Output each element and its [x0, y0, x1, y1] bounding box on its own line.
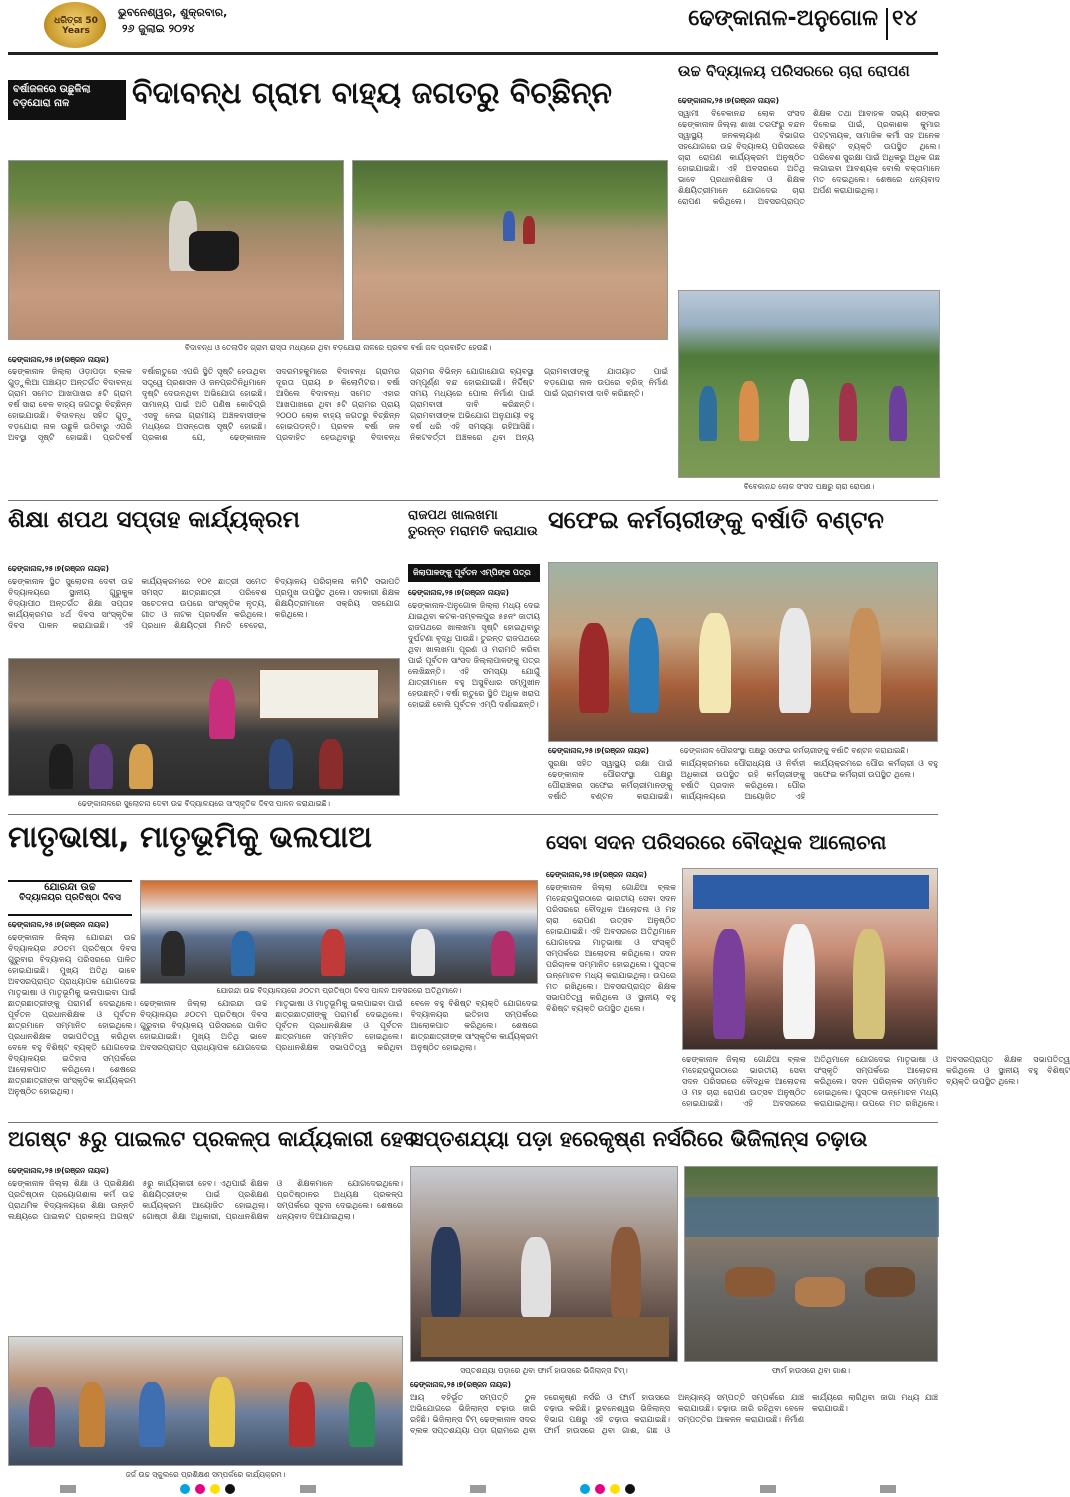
grey-bar-3 — [470, 1485, 486, 1493]
cow-figure-3 — [865, 1267, 915, 1297]
story3-photo-cultural — [8, 658, 400, 796]
story9-body: ଆୟ ବହିର୍ଭୂତ ସମ୍ପତ୍ତି ଠୁଳ ଅଭିଯୋଗରେ ଭିଜିଲାନ୍ସ ଚଢ଼ାଉ ଜାରି ରହିଛି। ଭିଜିଲାନ୍ସ ଟିମ୍ ଢେଙ୍କାନାଳ ସଦର ବ୍ଲକ ସପ୍ତଶଯ୍ୟା ପଡ଼ା ଗ୍ରାମରେ ଥିବା ହରେକୃଷ୍ଣ ନର୍ସରି ଓ ଫାର୍ମ ହାଉସରେ ଚଢ଼ାଉ କରିଛି। ଭୁବନେଶ୍ୱର ଭିଜିଲାନ୍ସ ବିଭାଗ ପକ୍ଷରୁ ଏହି ଚଢ଼ାଉ କରାଯାଇଛି। ଫାର୍ମ ହାଉସରେ ଥିବା ଗାଈ, ଗଛ ଓ ଅନ୍ୟାନ୍ୟ ସମ୍ପତ୍ତି ସମ୍ପର୍କରେ ଯାଞ୍ଚ କରାଯାଉଛି। ଚଢ଼ାଉ ଜାରି ରହିଥିବା ବେଳେ ସମ୍ପତ୍ତିର ଆକଳନ କରାଯାଉଛି। ନିର୍ମାଣ କାର୍ଯ୍ୟରେ ଲାଗିଥିବା ଜାଗା ମଧ୍ୟ ଯାଞ୍ଚ କରାଯାଉଛି। — [410, 1393, 938, 1435]
story4-kicker: ଜିଲାପାଳଙ୍କୁ ପୂର୍ବତନ ଏମ୍‌ପିଙ୍କ ପତ୍ର — [408, 564, 540, 582]
speaker-figure-2 — [783, 924, 815, 1039]
story1-dateline: ଢେଙ୍କାନାଳ,୨୫।୭(ରଞ୍ଜନ ନାୟକ) — [8, 355, 110, 364]
trainee-figure-5 — [289, 1382, 315, 1447]
masthead-date-line-1: ଭୁବନେଶ୍ୱର, ଶୁକ୍ରବାର, — [118, 6, 228, 19]
trainee-figure-2 — [79, 1382, 105, 1447]
officer-figure-1 — [431, 1227, 461, 1317]
section-title: ଢେଙ୍କାନାଳ-ଅନୁଗୋଳ — [688, 6, 878, 31]
group-figure-2 — [739, 381, 759, 441]
guest-figure-4 — [411, 929, 435, 976]
story1-body: ଢେଙ୍କାନାଳ ଜିଲ୍ଲା ଓଡ଼ାପଡ଼ା ବ୍ଲକ ଗୁଡ଼ୁଲିଆ ପଞ୍ଚାୟତ ଅନ୍ତର୍ଗତ ବିଦାବନ୍ଧ ଗ୍ରାମ ସମେତ ଆଖପାଖର ୫ଟି ଗ୍ରାମ ବର୍ଷ ସାରା ବେଳ ବାହ୍ୟ ଜଗତରୁ ବିଚ୍ଛିନ୍ନ ହୋଇଯାଉଛି। ବିଦାବନ୍ଧ ସହିତ ଗୁଡ଼ୁ ବଡ଼ଯୋରା ନାଳ ଉଛୁଳି ଉଠିବାରୁ ଏପରି ଅବସ୍ଥା ସୃଷ୍ଟି ହୋଇଛି। ପ୍ରତିବର୍ଷ ବର୍ଷାଋତୁରେ ଏପରି ସ୍ଥିତି ସୃଷ୍ଟି ହେଉଥିବା ସତ୍ତ୍ୱେ ପ୍ରଶାସନ ଓ ଜନପ୍ରତିନିଧିମାନେ ଦୃଷ୍ଟି ଦେଉନଥିବା ଅଭିଯୋଗ ହୋଇଛି। ସାମାନ୍ୟ ପାଇଁ ଅତି ପଣିଷ କୋଚିପ୍ରି ଏସବୁ ନେଇ ଗ୍ରାମୀୟ ଅଞ୍ଚଳବାସୀଙ୍କ ମଧ୍ୟରେ ଅସନ୍ତୋଷ ସୃଷ୍ଟି ହୋଇଛି। ପ୍ରକାଶ ଯେ, ଢେଙ୍କାନାଳ ସଦରମହକୁମାରେ ବିଦାବନ୍ଧ ଗ୍ରାମର ଦୂରତା ପ୍ରାୟ ୭ କିଲୋମିଟର। ବର୍ଷା ଆସିଲେ ବିଦାବନ୍ଧ ସମେତ ଏହାର ଆଖପାଖରେ ଥିବା ୫ଟି ଗ୍ରାମର ପ୍ରାୟ ୨୦୦୦ ଲୋକ ବାହ୍ୟ ଜଗତରୁ ବିଚ୍ଛିନ୍ନ ହୋଇପଡ଼ନ୍ତି। ପ୍ରବଳ ବର୍ଷା ଜଳ ପ୍ରବାହିତ ହେଉଥିବାରୁ ବିଦାବନ୍ଧ ଗ୍ରାମର ବିଭିନ୍ନ ଯୋଗାଯୋଗ ବ୍ୟବସ୍ଥା ସମ୍ପୂର୍ଣ୍ଣ ବନ୍ଦ ହୋଇଯାଇଛି। ନିର୍ଦ୍ଦିଷ୍ଟ ସମୟ ମଧ୍ୟରେ ପୋଲ ନିର୍ମାଣ ପାଇଁ ଗ୍ରାମବାସୀ ଦାବି କରିଛନ୍ତି। ଗ୍ରାମବାସୀଙ୍କ ଅଭିଯୋଗ ଅନୁଯାୟୀ ବହୁ ବର୍ଷ ଧରି ଏହି ସମସ୍ୟା ରହିଆସିଛି। ନିକଟବର୍ତ୍ତୀ ଅଞ୍ଚଳରେ ଥିବା ଅନ୍ୟ ଗ୍ରାମବାସୀଙ୍କୁ ଯାତାୟାତ ପାଇଁ ବଡ଼ଯୋରା ନାଳ ଉପରେ ବ୍ରିଜ୍ ନିର୍ମାଣ ପାଇଁ ଗ୍ରାମବାସୀ ଦାବି କରିଛନ୍ତି। — [8, 367, 668, 442]
story3-headline: ଶିକ୍ଷା ଶପଥ ସପ୍ତାହ କାର୍ଯ୍ୟକ୍ରମ — [8, 507, 300, 533]
story9-dateline: ଢେଙ୍କାନାଳ,୨୫।୭(ରଞ୍ଜନ ନାୟକ) — [410, 1380, 512, 1389]
magenta-dot-1 — [195, 1484, 205, 1494]
story2-photo-plantation — [678, 290, 940, 478]
story5-dateline: ଢେଙ୍କାନାଳ,୨୫।୭(ରଞ୍ଜନ ନାୟକ) — [548, 746, 650, 755]
page-number: ୧୪ — [892, 6, 918, 31]
story1-photo-flood-bike — [8, 160, 344, 340]
divider-1 — [8, 500, 938, 501]
cyan-dot-1 — [180, 1484, 190, 1494]
officer-figure-2 — [521, 1237, 551, 1317]
story6-kicker-line1: ଯୋରନ୍ଦା ଉଚ୍ଚ — [44, 882, 96, 893]
story9-photo-cows — [684, 1166, 938, 1362]
story4-dateline: ଢେଙ୍କାନାଳ,୨୫।୭(ରଞ୍ଜନ ନାୟକ) — [408, 588, 510, 597]
masthead — [0, 0, 945, 60]
speaker-figure-3 — [853, 929, 885, 1039]
story3-body: ଢେଙ୍କାନାଳ ସ୍ଥିତ ସୁଲୋଚନା ଦେବୀ ଉଚ୍ଚ ବିଦ୍ୟାଳୟରେ ସ୍ଥାନୀୟ ଗୁରୁକୁଳ ବିଦ୍ୟାପୀଠ ଅନ୍ତର୍ଗତ ଶିକ୍ଷା ସପ୍ତାହ କାର୍ଯ୍ୟକ୍ରମର ୪ର୍ଥ ଦିବସ ସାଂସ୍କୃତିକ ଦିବସ ପାଳନ କରାଯାଇଛି। ଏହି କାର୍ଯ୍ୟକ୍ରମରେ ୧୦୧ ଛାତ୍ରୀ ସମେତ ସମସ୍ତ ଛାତ୍ରଛାତ୍ରୀ ପରିବେଶ ସଚେତନତା ଉପରେ ସାଂସ୍କୃତିକ ନୃତ୍ୟ, ଗୀତ ଓ ନାଟକ ପ୍ରଦର୍ଶନ କରିଥିଲେ। ପ୍ରଧାନ ଶିକ୍ଷୟିତ୍ରୀ ମିନତି ବେହେରା, ବିଦ୍ୟାଳୟ ପରିଚାଳନା କମିଟି ସଭାପତି ପ୍ରମୁଖ ଉପସ୍ଥିତ ଥିଲେ। ସହକାରୀ ଶିକ୍ଷକ ଶିକ୍ଷୟିତ୍ରୀମାନେ ସକ୍ରିୟ ସହଯୋଗ କରିଥିଲେ। — [8, 577, 400, 630]
anniversary-logo-text: ଧରିତ୍ରୀ 50 Years — [54, 16, 98, 36]
story5-headline: ସଫେଇ କର୍ମଚାରୀଙ୍କୁ ବର୍ଷାତି ବଣ୍ଟନ — [548, 506, 884, 534]
grey-bar-1 — [60, 1485, 76, 1493]
yellow-dot-2 — [610, 1484, 620, 1494]
story1-kicker — [8, 80, 126, 120]
audience-figure-5 — [319, 739, 343, 789]
worker-figure-2 — [629, 618, 659, 713]
officer-figure-3 — [611, 1227, 641, 1317]
story9-photo-vigilance-team — [410, 1166, 678, 1362]
black-dot-2 — [625, 1484, 635, 1494]
story4-body: ଢେଙ୍କାନାଳ-ଅନୁଗୋଳ ଜିଲ୍ଲା ମଧ୍ୟ ଦେଇ ଯାଇଥିବା କଟକ-ସମ୍ବଲପୁର ୫୫ନଂ ଜାତୀୟ ରାଜପଥରେ ଖାଲଖମା ସୃଷ୍ଟି ହୋଇଥିବାରୁ ଦୁର୍ଘଟଣା ବୃଦ୍ଧି ପାଉଛି। ତୁରନ୍ତ ରାଜପଥରେ ଥିବା ଖାଲଖମା ପୂରଣ ଓ ମରାମତି କରିବା ପାଇଁ ପୂର୍ବତନ ସାଂସଦ ଜିଲ୍ଲାପାଳଙ୍କୁ ପତ୍ର ଲେଖିଛନ୍ତି। ଏହି ସମସ୍ୟା ଯୋଗୁଁ ଯାତ୍ରୀମାନେ ବହୁ ଅସୁବିଧାର ସମ୍ମୁଖୀନ ହେଉଛନ୍ତି। ବର୍ଷା ଋତୁରେ ସ୍ଥିତି ଅଧିକ ଖରାପ ହୋଇଛି ବୋଲି ପୂର୍ବତନ ଏମ୍‌ପି ଦର୍ଶାଇଛନ୍ତି। — [408, 601, 540, 709]
dancer-figure — [209, 679, 235, 739]
trainee-figure-1 — [29, 1387, 55, 1447]
story4-headline: ରାଜପଥ ଖାଲଖମା ତୁରନ୍ତ ମରାମତି କରାଯାଉ — [408, 508, 538, 539]
official-figure-3 — [849, 608, 881, 713]
shed-roof — [685, 1197, 939, 1237]
black-dot-1 — [225, 1484, 235, 1494]
group-figure-4 — [839, 383, 857, 441]
banner-board-2 — [693, 875, 929, 909]
story6-body: ଢେଙ୍କାନାଳ ଜିଲ୍ଲା ଯୋରନ୍ଦା ଉଚ୍ଚ ବିଦ୍ୟାଳୟର ୬୦ତମ ପ୍ରତିଷ୍ଠା ଦିବସ ଗୁରୁବାର ବିଦ୍ୟାଳୟ ପରିସରରେ ପାଳିତ ହୋଇଯାଇଛି। ମୁଖ୍ୟ ଅତିଥି ଭାବେ ଅବସରପ୍ରାପ୍ତ ପ୍ରାଧ୍ୟାପକ ଯୋଗଦେଇ ମାତୃଭାଷା ଓ ମାତୃଭୂମିକୁ ଭଲପାଇବା ପାଇଁ ଛାତ୍ରଛାତ୍ରୀଙ୍କୁ ପରାମର୍ଶ ଦେଇଥିଲେ। ପୂର୍ବତନ ପ୍ରଧାନଶିକ୍ଷକ ଓ ପୂର୍ବତନ ଛାତ୍ରମାନେ ସମ୍ମାନିତ ହୋଇଥିଲେ। ପ୍ରଧାନଶିକ୍ଷକ ସଭାପତିତ୍ୱ କରିଥିବା ବେଳେ ବହୁ ବିଶିଷ୍ଟ ବ୍ୟକ୍ତି ଯୋଗଦେଇ ବିଦ୍ୟାଳୟର ଇତିହାସ ସମ୍ପର୍କରେ ଆଲୋକପାତ କରିଥିଲେ। ଶେଷରେ ଛାତ୍ରଛାତ୍ରୀଙ୍କ ସାଂସ୍କୃତିକ କାର୍ଯ୍ୟକ୍ରମ ଅନୁଷ୍ଠିତ ହୋଇଥିଲା। — [8, 933, 136, 1096]
story3-dateline: ଢେଙ୍କାନାଳ,୨୫।୭(ରଞ୍ଜନ ନାୟକ) — [8, 564, 110, 573]
masthead-divider — [886, 8, 888, 40]
cow-figure-1 — [725, 1267, 775, 1297]
story2-caption: ବିବେକାନନ୍ଦ ଲୋକ ସଂସଦ ପକ୍ଷରୁ ଚାରା ରୋପଣ। — [743, 482, 875, 491]
trainee-figure-4 — [209, 1377, 235, 1447]
story1-photo-flood-crossing — [352, 160, 668, 340]
story7-headline: ସେବା ସଦନ ପରିସରରେ ବୌଦ୍ଧିକ ଆଲୋଚନା — [546, 830, 887, 854]
divider-3 — [8, 1122, 938, 1123]
story3-caption: ଢେଙ୍କାନାଳରେ ସୁଲୋଚନା ଦେବୀ ଉଚ୍ଚ ବିଦ୍ୟାଳୟରେ ସାଂସ୍କୃତିକ ଦିବସ ପାଳନ କରାଯାଇଛି। — [78, 799, 330, 808]
story6-headline: ମାତୃଭାଷା, ମାତୃଭୂମିକୁ ଭଲପାଅ — [8, 820, 372, 855]
group-figure-5 — [889, 386, 907, 441]
people-crossing-figure-2 — [523, 216, 535, 244]
story2-body: ସ୍ୱାମୀ ବିବେକାନନ୍ଦ ଲୋକ ସଂସଦ ଢେଙ୍କାନାଳ ଜିଲ୍ଲା ଶାଖା ତରଫରୁ ବନ୍ଦନ ସ୍ୱାସ୍ଥ୍ୟ ଜନକଲ୍ୟାଣ ବିଭାଗର ସହଯୋଗରେ ଉଚ୍ଚ ବିଦ୍ୟାଳୟ ପରିସରରେ ଚାରା ରୋପଣ କାର୍ଯ୍ୟକ୍ରମ ଅନୁଷ୍ଠିତ ହୋଇଯାଇଛି। ଏହି ଅବସରରେ ଅତିଥି ଭାବେ ପ୍ରଧାନଶିକ୍ଷକ ଓ ଶିକ୍ଷକ ଶିକ୍ଷୟିତ୍ରୀମାନେ ଯୋଗଦେଇ ଚାରା ରୋପଣ କରିଥିଲେ। ଅବସରପ୍ରାପ୍ତ ଶିକ୍ଷକ ତଥା ଆବାହକ ସଭ୍ୟ ଶଙ୍କର ଦିଲେଇ ପାଇଁ, ପ୍ରକାଶକ କୁମାର ପଟ୍ଟନାୟକ, ସାମାଜିକ କର୍ମୀ ସହ ଅନେକ ବିଶିଷ୍ଟ ବ୍ୟକ୍ତି ଉପସ୍ଥିତ ଥିଲେ। ପରିବେଶ ସୁରକ୍ଷା ପାଇଁ ଅଧିକରୁ ଅଧିକ ଗଛ ଲଗାଇବା ଆବଶ୍ୟକ ବୋଲି ବକ୍ତାମାନେ ମତ ଦେଇଥିଲେ। ଶେଷରେ ଧନ୍ୟବାଦ ଅର୍ପଣ କରାଯାଇଥିଲା। — [678, 109, 940, 206]
grey-bar-2 — [300, 1485, 316, 1493]
audience-figure-4 — [269, 739, 293, 789]
worker-figure-1 — [579, 623, 609, 713]
yellow-dot-1 — [210, 1484, 220, 1494]
story9-caption-1: ସପ୍ତଶଯ୍ୟା ପଡ଼ାରେ ଥିବା ଫାର୍ମ ହାଉସରେ ଭିଜିଲାନ୍ସ ଟିମ୍। — [460, 1366, 628, 1375]
story5-photo-raincoat — [548, 562, 938, 742]
divider-2 — [8, 814, 938, 815]
grey-bar-5 — [880, 1485, 896, 1493]
people-crossing-figure — [503, 211, 515, 241]
story1-headline: ବିଦାବନ୍ଧ ଗ୍ରାମ ବାହ୍ୟ ଜଗତରୁ ବିଚ୍ଛିନ୍ନ — [132, 76, 613, 111]
story9-caption-2: ଫାର୍ମ ହାଉସରେ ଥିବା ଗାଈ। — [771, 1366, 851, 1375]
motorbike-figure — [189, 231, 239, 271]
footer-registration-strip — [0, 1482, 945, 1497]
story2-headline: ଉଚ୍ଚ ବିଦ୍ୟାଳୟ ପରିସରରେ ଚାରା ରୋପଣ — [678, 62, 910, 80]
story5-body: ସୁରକ୍ଷା ସହିତ ସ୍ୱାସ୍ଥ୍ୟ ରକ୍ଷା ପାଇଁ ଢେଙ୍କାନାଳ ପୌରସଂସ୍ଥା ପକ୍ଷରୁ ପୌରାଞ୍ଚଳର ସଫେଇ କର୍ମଚାରୀମାନଙ୍କୁ ବର୍ଷାତି ବଣ୍ଟନ କରାଯାଇଛି। କାର୍ଯ୍ୟକ୍ରମରେ ପୌରାଧ୍ୟକ୍ଷ ଓ ନିର୍ବାହୀ ଅଧିକାରୀ ଉପସ୍ଥିତ ରହି କର୍ମଚାରୀଙ୍କୁ ବର୍ଷାତି ପ୍ରଦାନ କରିଥିଲେ। ପୌର କାର୍ଯ୍ୟାଳୟରେ ଆୟୋଜିତ ଏହି କାର୍ଯ୍ୟକ୍ରମରେ ପୌର କର୍ମଚାରୀ ଓ ବହୁ ସଫେଇ କର୍ମଚାରୀ ଉପସ୍ଥିତ ଥିଲେ। — [548, 759, 938, 801]
story1-caption: ବିଦାବନ୍ଧ ଓ ତେଲାଡିହ ଗ୍ରାମ ରାସ୍ତା ମଧ୍ୟରେ ଥିବା ବଡ଼ଯୋରା ନାଳରେ ପ୍ରବଳ ବର୍ଷା ଜଳ ପ୍ରବାହିତ ହେଉଛି। — [184, 343, 492, 352]
trainee-figure-6 — [349, 1382, 375, 1447]
story8-headline: ଅଗଷ୍ଟ ୫ରୁ ପାଇଲଟ ପ୍ରକଳ୍ପ କାର୍ଯ୍ୟକାରୀ ହେବ — [8, 1127, 418, 1151]
audience-figure-3 — [129, 744, 153, 789]
story6-kicker — [8, 880, 132, 916]
story8-caption: ଜର୍ଜ ଉଚ୍ଚ ସ୍କୁଲରେ ପ୍ରଶିକ୍ଷଣ ସମ୍ପର୍କରେ କାର୍ଯ୍ୟକ୍ରମ। — [125, 1470, 286, 1479]
trainee-figure-3 — [139, 1382, 165, 1447]
story9-headline: ସପ୍ତଶଯ୍ୟା ପଡ଼ା ହରେକୃଷ୍ଣ ନର୍ସରିରେ ଭିଜିଲାନ୍ସ ଚଢ଼ାଉ — [410, 1127, 868, 1151]
group-figure-3 — [789, 379, 809, 441]
story8-photo-training — [8, 1336, 403, 1466]
official-figure-1 — [699, 613, 731, 713]
guest-figure-1 — [161, 931, 185, 976]
story7-body-continued: ଢେଙ୍କାନାଳ ଜିଲ୍ଲା ଗୋନ୍ଦିଆ ବ୍ଲକ ମହେନ୍ଦ୍ରପୁରଠାରେ ଭାରତୀୟ ସେବା ସଦନ ପରିସରରେ ବୌଦ୍ଧିକ ଆଲୋଚନା ଓ ମହ ଚାରା ରୋପଣ ଉତ୍ସବ ଅନୁଷ୍ଠିତ ହୋଇଯାଇଛି। ଏହି ଅବସରରେ ଅତିଥିମାନେ ଯୋଗଦେଇ ମାତୃଭାଷା ଓ ସଂସ୍କୃତି ସମ୍ପର୍କରେ ଆଲୋଚନା କରିଥିଲେ। ସଦନ ପରିଚାଳକ ସମ୍ମାନିତ ହୋଇଥିଲେ। ପୁସ୍ତକ ଉନ୍ମୋଚନ ମଧ୍ୟ କରାଯାଇଥିଲା। ଉପରେ ମତ ରଖିଥିଲେ। ଅବସରପ୍ରାପ୍ତ ଶିକ୍ଷକ ସଭାପତିତ୍ୱ କରିଥିଲେ ଓ ସ୍ଥାନୀୟ ବହୁ ବିଶିଷ୍ଟ ବ୍ୟକ୍ତି ଉପସ୍ଥିତ ଥିଲେ। — [682, 1055, 1070, 1108]
story6-photo-foundation-day — [140, 880, 538, 984]
guest-figure-5 — [491, 931, 515, 976]
story6-kicker-line2: ବିଦ୍ୟାଳୟର ପ୍ରତିଷ୍ଠା ଦିବସ — [19, 893, 121, 903]
story7-photo-discussion — [682, 868, 938, 1050]
story2-dateline: ଢେଙ୍କାନାଳ,୨୫।୭(ରଞ୍ଜନ ନାୟକ) — [678, 96, 780, 105]
story8-dateline: ଢେଙ୍କାନାଳ,୨୫।୭(ରଞ୍ଜନ ନାୟକ) — [8, 1166, 110, 1175]
story6-caption: ଯୋରନ୍ଦା ଉଚ୍ଚ ବିଦ୍ୟାଳୟରେ ୬୦ତମ ପ୍ରତିଷ୍ଠା ଦିବସ ପାଳନ ଅବସରରେ ଅତିଥିମାନେ। — [216, 986, 462, 995]
story6-body-continued: ଢେଙ୍କାନାଳ ଜିଲ୍ଲା ଯୋରନ୍ଦା ଉଚ୍ଚ ବିଦ୍ୟାଳୟର ୬୦ତମ ପ୍ରତିଷ୍ଠା ଦିବସ ଗୁରୁବାର ବିଦ୍ୟାଳୟ ପରିସରରେ ପାଳିତ ହୋଇଯାଇଛି। ମୁଖ୍ୟ ଅତିଥି ଭାବେ ଅବସରପ୍ରାପ୍ତ ପ୍ରାଧ୍ୟାପକ ଯୋଗଦେଇ ମାତୃଭାଷା ଓ ମାତୃଭୂମିକୁ ଭଲପାଇବା ପାଇଁ ଛାତ୍ରଛାତ୍ରୀଙ୍କୁ ପରାମର୍ଶ ଦେଇଥିଲେ। ପୂର୍ବତନ ପ୍ରଧାନଶିକ୍ଷକ ଓ ପୂର୍ବତନ ଛାତ୍ରମାନେ ସମ୍ମାନିତ ହୋଇଥିଲେ। ପ୍ରଧାନଶିକ୍ଷକ ସଭାପତିତ୍ୱ କରିଥିବା ବେଳେ ବହୁ ବିଶିଷ୍ଟ ବ୍ୟକ୍ତି ଯୋଗଦେଇ ବିଦ୍ୟାଳୟର ଇତିହାସ ସମ୍ପର୍କରେ ଆଲୋକପାତ କରିଥିଲେ। ଶେଷରେ ଛାତ୍ରଛାତ୍ରୀଙ୍କ ସାଂସ୍କୃତିକ କାର୍ଯ୍ୟକ୍ରମ ଅନୁଷ୍ଠିତ ହୋଇଥିଲା। — [140, 999, 538, 1052]
story7-dateline: ଢେଙ୍କାନାଳ,୨୫।୭(ରଞ୍ଜନ ନାୟକ) — [546, 870, 648, 879]
speaker-figure-1 — [713, 929, 745, 1039]
story7-body: ଢେଙ୍କାନାଳ ଜିଲ୍ଲା ଗୋନ୍ଦିଆ ବ୍ଲକ ମହେନ୍ଦ୍ରପୁରଠାରେ ଭାରତୀୟ ସେବା ସଦନ ପରିସରରେ ବୌଦ୍ଧିକ ଆଲୋଚନା ଓ ମହ ଚାରା ରୋପଣ ଉତ୍ସବ ଅନୁଷ୍ଠିତ ହୋଇଯାଇଛି। ଏହି ଅବସରରେ ଅତିଥିମାନେ ଯୋଗଦେଇ ମାତୃଭାଷା ଓ ସଂସ୍କୃତି ସମ୍ପର୍କରେ ଆଲୋଚନା କରିଥିଲେ। ସଦନ ପରିଚାଳକ ସମ୍ମାନିତ ହୋଇଥିଲେ। ପୁସ୍ତକ ଉନ୍ମୋଚନ ମଧ୍ୟ କରାଯାଇଥିଲା। ଉପରେ ମତ ରଖିଥିଲେ। ଅବସରପ୍ରାପ୍ତ ଶିକ୍ଷକ ସଭାପତିତ୍ୱ କରିଥିଲେ ଓ ସ୍ଥାନୀୟ ବହୁ ବିଶିଷ୍ଟ ବ୍ୟକ୍ତି ଉପସ୍ଥିତ ଥିଲେ। — [546, 883, 676, 1013]
guest-figure-3 — [321, 929, 345, 976]
cow-figure-2 — [795, 1277, 845, 1307]
story6-dateline: ଢେଙ୍କାନାଳ,୨୫।୭(ରଞ୍ଜନ ନାୟକ) — [8, 920, 110, 929]
grey-bar-4 — [760, 1485, 776, 1493]
story1-kicker-line2: ବଡ଼ଯୋରା ନାଳ — [13, 98, 70, 109]
desk-shape — [421, 1317, 669, 1357]
story8-body: ଢେଙ୍କାନାଳ ଜିଲ୍ଲା ଶିକ୍ଷା ଓ ପ୍ରଶିକ୍ଷଣ ପ୍ରତିଷ୍ଠାନ ପ୍ରୟୋଗଶାଳା କର୍ମ ଉଚ୍ଚ ପ୍ରାଥମିକ ବିଦ୍ୟାଳୟରେ ଶିକ୍ଷା ଉନ୍ନତି ଲକ୍ଷ୍ୟରେ ପାଇଲଟ ପ୍ରକଳ୍ପ ଅଗଷ୍ଟ ୫ରୁ କାର୍ଯ୍ୟକାରୀ ହେବ। ଏଥିପାଇଁ ଶିକ୍ଷକ ଶିକ୍ଷୟିତ୍ରୀଙ୍କ ପାଇଁ ପ୍ରଶିକ୍ଷଣ କାର୍ଯ୍ୟକ୍ରମ ଆୟୋଜିତ ହୋଇଥିଲା। ଗୋଷ୍ଠୀ ଶିକ୍ଷା ଅଧିକାରୀ, ପ୍ରଧାନଶିକ୍ଷକ ଓ ଶିକ୍ଷକମାନେ ଯୋଗଦେଇଥିଲେ। ପ୍ରତିଷ୍ଠାନର ଅଧ୍ୟକ୍ଷ ପ୍ରକଳ୍ପ ସମ୍ପର୍କରେ ସୂଚନା ଦେଇଥିଲେ। ଶେଷରେ ଧନ୍ୟବାଦ ଦିଆଯାଇଥିଲା। — [8, 1179, 403, 1221]
audience-figure-2 — [89, 744, 113, 789]
official-figure-2 — [779, 608, 811, 713]
masthead-rule — [8, 52, 938, 55]
cyan-dot-2 — [580, 1484, 590, 1494]
guest-figure-2 — [231, 931, 255, 976]
magenta-dot-2 — [595, 1484, 605, 1494]
masthead-date-line-2: ୨୬ ଜୁଲାଇ ୨୦୨୪ — [122, 22, 195, 35]
audience-figure-1 — [49, 744, 73, 789]
banner-board — [259, 669, 379, 719]
story1-kicker-line1: ବର୍ଷାଜଳରେ ଉଛୁଳିଲା — [13, 84, 91, 95]
group-figure-1 — [699, 386, 717, 441]
story5-caption: ଢେଙ୍କାନାଳ ପୌରସଂସ୍ଥା ପକ୍ଷରୁ ସଫେଇ କର୍ମଚାରୀଙ୍କୁ ବର୍ଷାତି ବଣ୍ଟନ କରାଯାଇଛି। — [680, 746, 909, 755]
